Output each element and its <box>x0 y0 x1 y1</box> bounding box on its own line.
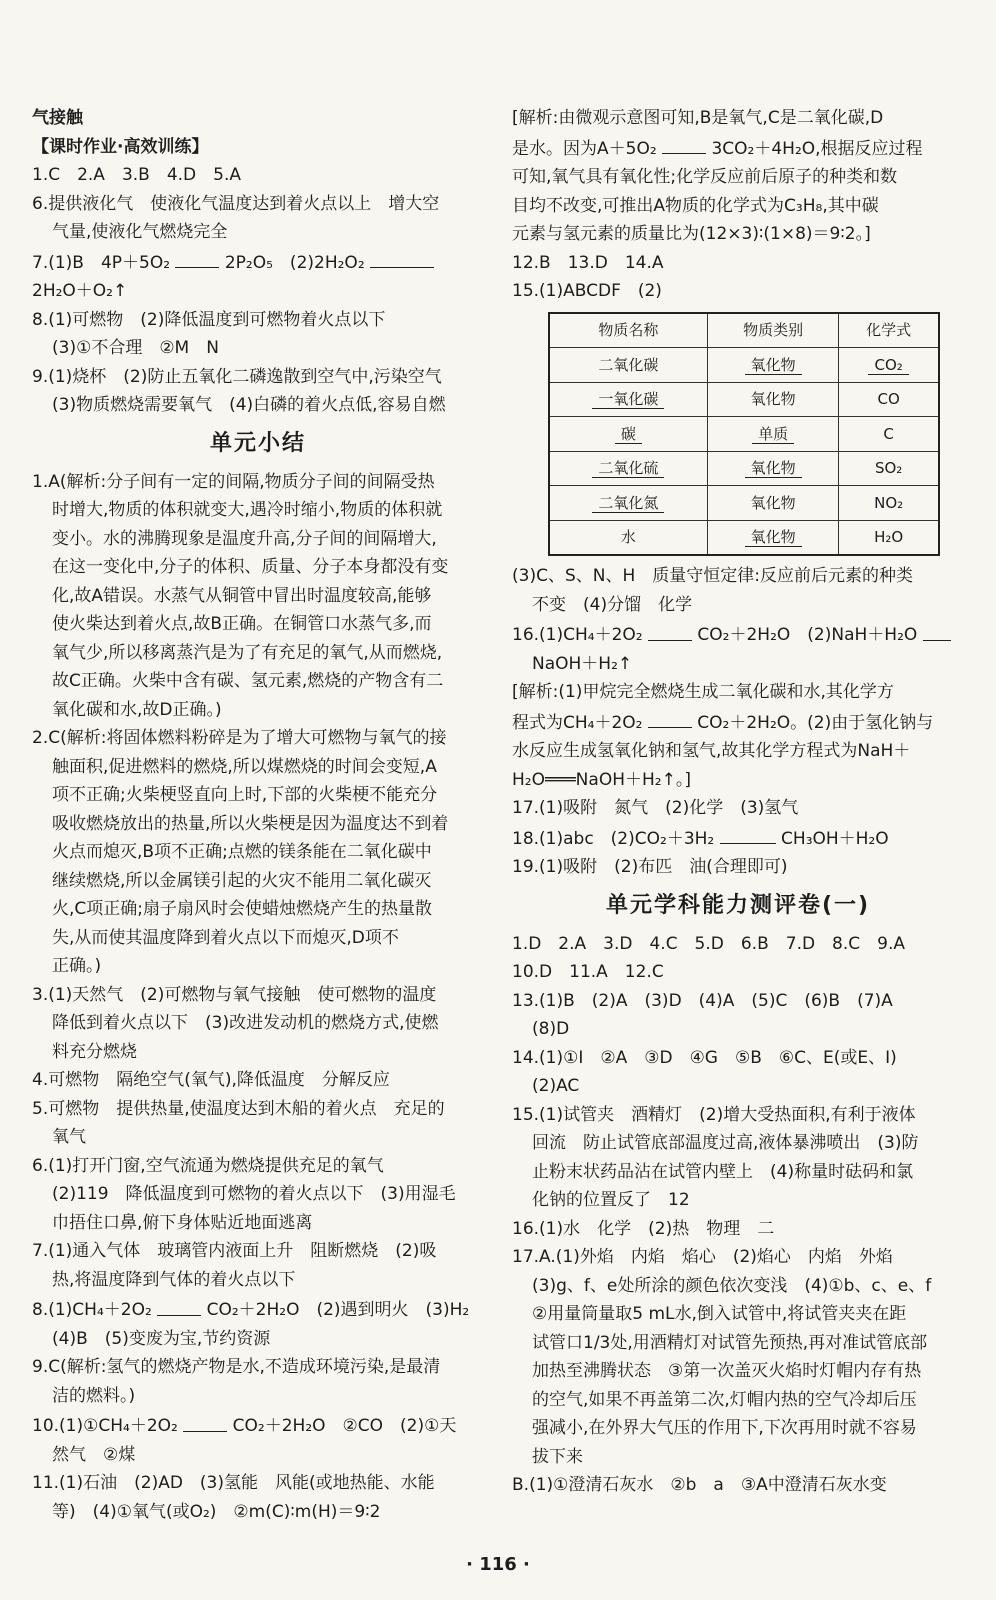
text-line: 回流 防止试管底部温度过高,液体暴沸喷出 (3)防 <box>532 1133 919 1153</box>
text-line: 降低到着火点以下 (3)改进发动机的燃烧方式,使燃 <box>52 1013 439 1033</box>
table-header: 物质类别 <box>707 313 838 348</box>
right-column <box>512 104 964 1500</box>
text-line: ②用量筒量取5 mL水,倒入试管中,将试管夹夹在距 <box>532 1304 907 1324</box>
text-line: 继续燃烧,所以金属镁引起的火灾不能用二氧化碳灭 <box>52 870 432 891</box>
equation-line: 7.(1)B 4P＋5O₂ 2P₂O₅ (2)2H₂O₂ <box>32 247 484 278</box>
section-title: 单元小结 <box>209 430 306 456</box>
text-line: 强减小,在外界大气压的作用下,下次再用时就不容易 <box>532 1418 917 1438</box>
text-line: 2.C(解析:将固体燃料粉碎是为了增大可燃物与氧气的接 <box>32 728 447 748</box>
text-line: 14.(1)①I ②A ③D ④G ⑤B ⑥C、E(或E、I) <box>512 1047 897 1068</box>
table-cell: 单质 <box>707 417 838 452</box>
text-line: 变小。水的沸腾现象是温度升高,分子间的间隔增大, <box>52 528 437 549</box>
reaction-arrow <box>648 707 692 738</box>
text-line: 13.(1)B (2)A (3)D (4)A (5)C (6)B (7)A <box>512 990 893 1011</box>
text-line: 氧化碳和水,故D正确。) <box>52 699 222 720</box>
text-line: 洁的燃料。) <box>52 1385 136 1406</box>
table-row <box>549 348 939 383</box>
equation-line: 8.(1)CH₄＋2O₂ CO₂＋2H₂O (2)遇到明火 (3)H₂ <box>32 1294 484 1325</box>
text-line: 4.可燃物 隔绝空气(氧气),降低温度 分解反应 <box>32 1070 390 1090</box>
substance-table <box>548 312 940 557</box>
text-line: 故C正确。火柴中含有碳、氢元素,燃烧的产物含有二 <box>52 671 444 691</box>
text-line: 1.C 2.A 3.B 4.D 5.A <box>32 165 241 185</box>
text-line: 在这一变化中,分子的体积、质量、分子本身都没有变 <box>52 557 449 577</box>
text-line: 的空气,如果不再盖第二次,灯帽内热的空气冷却后压 <box>532 1389 917 1410</box>
table-header: 化学式 <box>839 313 939 348</box>
text-line: B.(1)①澄清石灰水 ②b a ③A中澄清石灰水变 <box>512 1475 887 1495</box>
section-label: 【课时作业·高效训练】 <box>32 136 209 157</box>
text-line: 然气 ②煤 <box>52 1444 136 1465</box>
table-cell: 氧化物 <box>707 451 838 486</box>
text-line: H₂O═══NaOH＋H₂↑。] <box>512 769 691 790</box>
reaction-arrow <box>662 133 706 164</box>
text-line: 5.可燃物 提供热量,使温度达到木船的着火点 充足的 <box>32 1098 445 1119</box>
table-cell: 二氧化碳 <box>549 348 707 383</box>
text-line: 氧气 <box>52 1127 86 1147</box>
table-cell: 氧化物 <box>707 520 838 555</box>
table-cell: C <box>839 417 939 452</box>
table-cell: 氧化物 <box>707 382 838 417</box>
text-line: 化钠的位置反了 12 <box>532 1190 690 1210</box>
text-line: (3)物质燃烧需要氧气 (4)白磷的着火点低,容易自燃 <box>52 395 446 415</box>
text-line: 7.(1)通入气体 玻璃管内液面上升 阻断燃烧 (2)吸 <box>32 1241 437 1261</box>
text-line: 元素与氢元素的质量比为(12×3)∶(1×8)＝9∶2。] <box>512 224 871 244</box>
text-line: 气量,使液化气燃烧完全 <box>52 222 228 242</box>
table-cell: NO₂ <box>839 486 939 521</box>
reaction-arrow <box>175 247 219 278</box>
text-line: 化,故A错误。水蒸气从铜管中冒出时温度较高,能够 <box>52 585 432 606</box>
text-line: 12.B 13.D 14.A <box>512 252 664 273</box>
reaction-arrow <box>648 619 692 650</box>
text-line: 17.A.(1)外焰 内焰 焰心 (2)焰心 内焰 外焰 <box>512 1247 893 1267</box>
left-column <box>32 104 484 1526</box>
table-cell: CO₂ <box>839 348 939 383</box>
text-line: 16.(1)水 化学 (2)热 物理 二 <box>512 1218 775 1239</box>
text-line: 1.D 2.A 3.D 4.C 5.D 6.B 7.D 8.C 9.A <box>512 933 905 954</box>
text-line: 项不正确;火柴梗竖直向上时,下部的火柴梗不能充分 <box>52 785 438 805</box>
table-header-row <box>549 313 939 348</box>
equation-line: 程式为CH₄＋2O₂ CO₂＋2H₂O。(2)由于氢化钠与 <box>512 707 964 738</box>
text-line: 触面积,促进燃料的燃烧,所以煤燃烧的时间会变短,A <box>52 756 437 777</box>
equation-line: 10.(1)①CH₄＋2O₂ CO₂＋2H₂O ②CO (2)①天 <box>32 1410 484 1441</box>
text-line: NaOH＋H₂↑ <box>532 653 633 674</box>
text-line: 1.A(解析:分子间有一定的间隔,物质分子间的间隔受热 <box>32 471 435 492</box>
text-line: (4)B (5)变废为宝,节约资源 <box>52 1328 271 1349</box>
text-line: 6.(1)打开门窗,空气流通为燃烧提供充足的氧气 <box>32 1155 384 1176</box>
text-line: (3)C、S、N、H 质量守恒定律:反应前后元素的种类 <box>512 566 913 586</box>
text-line: 氧气少,所以移离蒸汽是为了有充足的氧气,从而燃烧, <box>52 642 443 663</box>
text-line: 8.(1)可燃物 (2)降低温度到可燃物着火点以下 <box>32 309 386 330</box>
text-line: 9.(1)烧杯 (2)防止五氧化二磷逸散到空气中,污染空气 <box>32 366 442 387</box>
text-line: 失,从而使其温度降到着火点以下而熄灭,D项不 <box>52 927 399 948</box>
text-line: 火点而熄灭,B项不正确;点燃的镁条能在二氧化碳中 <box>52 842 432 862</box>
text-line: [解析:(1)甲烷完全燃烧生成二氧化碳和水,其化学方 <box>512 682 894 702</box>
text-line: 时增大,物质的体积就变大,遇冷时缩小,物质的体积就 <box>52 500 443 520</box>
reaction-arrow <box>183 1410 227 1441</box>
text-line: 料充分燃烧 <box>52 1041 137 1062</box>
table-cell: 水 <box>549 520 707 555</box>
text-line: (3)①不合理 ②M N <box>52 338 219 358</box>
text-line: 吸收燃烧放出的热量,所以火柴梗是因为温度达不到着 <box>52 813 449 834</box>
equation-line: 18.(1)abc (2)CO₂＋3H₂ CH₃OH＋H₂O <box>512 823 964 854</box>
text-line: 正确。) <box>52 956 102 976</box>
text-line: 热,将温度降到气体的着火点以下 <box>52 1269 296 1290</box>
table-row <box>549 486 939 521</box>
table-cell: SO₂ <box>839 451 939 486</box>
text-line: 15.(1)ABCDF (2) <box>512 281 662 301</box>
reaction-arrow <box>720 823 776 854</box>
equation-line: 16.(1)CH₄＋2O₂ CO₂＋2H₂O (2)NaH＋H₂O <box>512 619 964 650</box>
equation-line: 是水。因为A＋5O₂ 3CO₂＋4H₂O,根据反应过程 <box>512 133 964 164</box>
table-cell: CO <box>839 382 939 417</box>
table-row <box>549 382 939 417</box>
text-line: (2)AC <box>532 1076 580 1096</box>
text-line: 拔下来 <box>532 1446 583 1467</box>
text-line: 19.(1)吸附 (2)布匹 油(合理即可) <box>512 857 788 877</box>
text-line: 2H₂O＋O₂↑ <box>32 281 128 301</box>
text-line: 3.(1)天然气 (2)可燃物与氧气接触 使可燃物的温度 <box>32 984 437 1005</box>
text-line: 17.(1)吸附 氮气 (2)化学 (3)氢气 <box>512 798 799 818</box>
text-line: 11.(1)石油 (2)AD (3)氢能 风能(或地热能、水能 <box>32 1473 435 1493</box>
text-line: 15.(1)试管夹 酒精灯 (2)增大受热面积,有利于液体 <box>512 1104 916 1125</box>
table-cell: 氧化物 <box>707 348 838 383</box>
table-row <box>549 451 939 486</box>
text-line: 加热至沸腾状态 ③第一次盖灭火焰时灯帽内存有热 <box>532 1361 922 1381</box>
text-line: (2)119 降低温度到可燃物的着火点以下 (3)用湿毛 <box>52 1184 456 1204</box>
text-line: [解析:由微观示意图可知,B是氧气,C是二氧化碳,D <box>512 108 884 128</box>
page-number: · 116 · <box>466 1554 530 1575</box>
reaction-arrow <box>923 619 951 650</box>
table-cell: 二氧化氮 <box>549 486 707 521</box>
table-header: 物质名称 <box>549 313 707 348</box>
table-cell: 碳 <box>549 417 707 452</box>
text-line: 10.D 11.A 12.C <box>512 962 664 982</box>
text-line: 试管口1/3处,用酒精灯对试管先预热,再对准试管底部 <box>532 1332 928 1353</box>
table-row <box>549 417 939 452</box>
text-line: 可知,氧气具有氧化性;化学反应前后原子的种类和数 <box>512 167 898 187</box>
text-line: 气接触 <box>32 108 83 128</box>
text-line: 火,C项正确;扇子扇风时会使蜡烛燃烧产生的热量散 <box>52 899 433 919</box>
text-line: 6.提供液化气 使液化气温度达到着火点以上 增大空 <box>32 193 440 214</box>
section-title: 单元学科能力测评卷(一) <box>605 892 871 918</box>
text-line: 不变 (4)分馏 化学 <box>532 594 693 615</box>
text-line: (8)D <box>532 1019 570 1039</box>
reaction-arrow <box>370 247 434 278</box>
table-cell: 二氧化硫 <box>549 451 707 486</box>
text-line: 止粉末状药品沾在试管内壁上 (4)称量时砝码和氯 <box>532 1161 914 1182</box>
text-line: 使火柴达到着火点,故B正确。在铜管口水蒸气多,而 <box>52 614 432 634</box>
reaction-arrow <box>157 1294 201 1325</box>
table-cell: 氧化物 <box>707 486 838 521</box>
text-line: 水反应生成氢氧化钠和氢气,故其化学方程式为NaH＋ <box>512 741 911 761</box>
text-line: 目均不改变,可推出A物质的化学式为C₃H₈,其中碳 <box>512 195 879 216</box>
table-cell: 一氧化碳 <box>549 382 707 417</box>
text-line: 等) (4)①氧气(或O₂) ②m(C)∶m(H)＝9∶2 <box>52 1501 381 1522</box>
table-cell: H₂O <box>839 520 939 555</box>
text-line: 巾捂住口鼻,俯下身体贴近地面逃离 <box>52 1212 313 1233</box>
text-line: (3)g、f、e处所涂的颜色依次变浅 (4)①b、c、e、f <box>532 1275 932 1296</box>
table-row <box>549 520 939 555</box>
text-line: 9.C(解析:氢气的燃烧产物是水,不造成环境污染,是最清 <box>32 1357 441 1377</box>
